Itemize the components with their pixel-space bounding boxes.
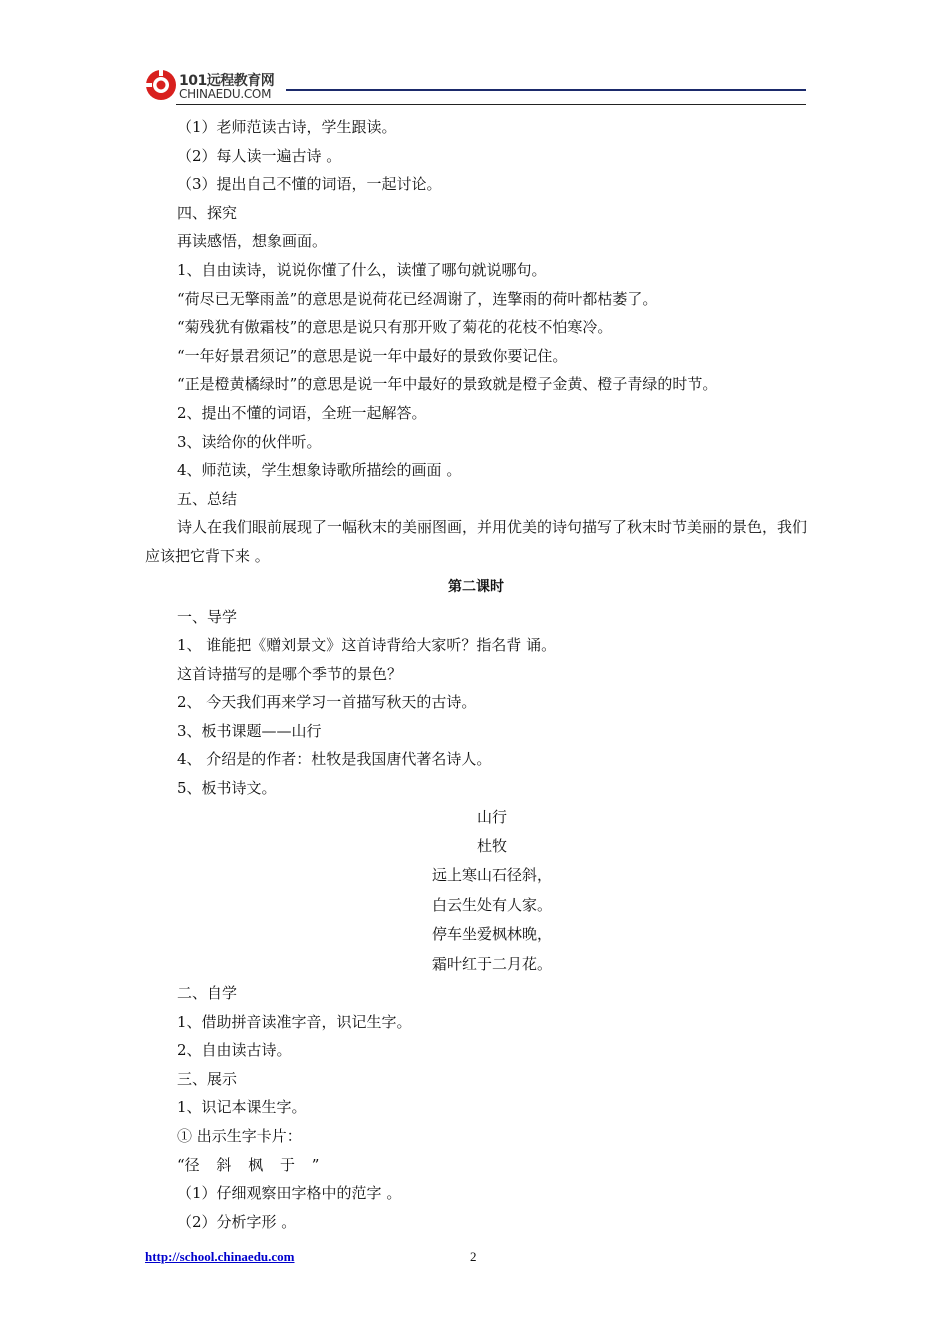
- text-line: 再读感悟，想象画面。: [177, 232, 328, 251]
- text-line: “径 斜 枫 于 ”: [177, 1155, 320, 1174]
- footer-link[interactable]: http://school.chinaedu.com: [145, 1249, 295, 1264]
- text-line: 1、识记本课生字。: [177, 1098, 307, 1117]
- poem-line: 远上寒山石径斜，: [431, 866, 552, 885]
- text-line: 3、板书课题——山行: [177, 721, 322, 740]
- poem-title: 山行: [476, 807, 507, 826]
- text-line: （2）分析字形 。: [177, 1212, 297, 1231]
- text-line: “荷尽已无擎雨盖”的意思是说荷花已经凋谢了，连擎雨的荷叶都枯萎了。: [177, 289, 658, 308]
- text-line: 1、借助拼音读准字音，识记生字。: [177, 1012, 412, 1031]
- text-line: 3、读给你的伙伴听。: [177, 432, 322, 451]
- text-line: “一年好景君须记”的意思是说一年中最好的景致你要记住。: [177, 346, 568, 365]
- text-line: 这首诗描写的是哪个季节的景色？: [177, 664, 403, 683]
- text-line: （1）仔细观察田字格中的范字 。: [177, 1184, 402, 1203]
- poem-line: 停车坐爱枫林晚，: [431, 925, 552, 944]
- page-number: 2: [470, 1249, 477, 1264]
- text-line: 1、 谁能把《赠刘景文》这首诗背给大家听？指名背 诵。: [177, 636, 557, 655]
- poem-line: 霜叶红于二月花。: [431, 954, 552, 973]
- text-line: 1、自由读诗，说说你懂了什么，读懂了哪句就说哪句。: [177, 260, 547, 279]
- text-line: （3）提出自己不懂的词语，一起讨论。: [177, 175, 442, 194]
- lesson-heading: 第二课时: [448, 578, 504, 595]
- page-header: [0, 0, 950, 110]
- poem-line: 白云生处有人家。: [431, 895, 552, 914]
- text-line: 4、师范读，学生想象诗歌所描绘的画面 。: [177, 461, 462, 480]
- summary-paragraph: 诗人在我们眼前展现了一幅秋末的美丽图画，并用优美的诗句描写了秋末时节美丽的景色，我们应该把它背下来 。: [145, 518, 808, 565]
- section-title: 五、总结: [177, 489, 238, 508]
- text-line: （1）老师范读古诗，学生跟读。: [177, 118, 397, 136]
- text-line: 5、板书诗文。: [177, 779, 277, 798]
- poem-author: 杜牧: [476, 837, 507, 856]
- text-line: （2）每人读一遍古诗 。: [177, 146, 342, 165]
- section-title: 一、导学: [177, 607, 238, 626]
- brand-name-cn: 101远程教育网: [179, 73, 275, 89]
- text-line: “菊残犹有傲霜枝”的意思是说只有那开败了菊花的花枝不怕寒冷。: [177, 318, 613, 337]
- section-title: 四、探究: [177, 203, 238, 222]
- text-line: 2、提出不懂的词语，全班一起解答。: [177, 403, 427, 422]
- header-rule-black: [176, 104, 806, 105]
- section-title: 二、自学: [177, 984, 238, 1002]
- chinaedu-logo-icon: [144, 68, 178, 102]
- brand-name-en: CHINAEDU.COM: [179, 87, 272, 101]
- text-line: 2、 今天我们再来学习一首描写秋天的古诗。: [177, 693, 477, 712]
- text-line: 4、 介绍是的作者：杜牧是我国唐代著名诗人。: [177, 750, 492, 769]
- text-line: 2、自由读古诗。: [177, 1041, 292, 1060]
- section-title: 三、展示: [177, 1069, 238, 1088]
- header-rule-blue: [286, 89, 806, 91]
- document-body: [145, 113, 807, 1236]
- text-line: ① 出示生字卡片：: [177, 1126, 302, 1145]
- text-line: “正是橙黄橘绿时”的意思是说一年中最好的景致就是橙子金黄、橙子青绿的时节。: [177, 375, 718, 394]
